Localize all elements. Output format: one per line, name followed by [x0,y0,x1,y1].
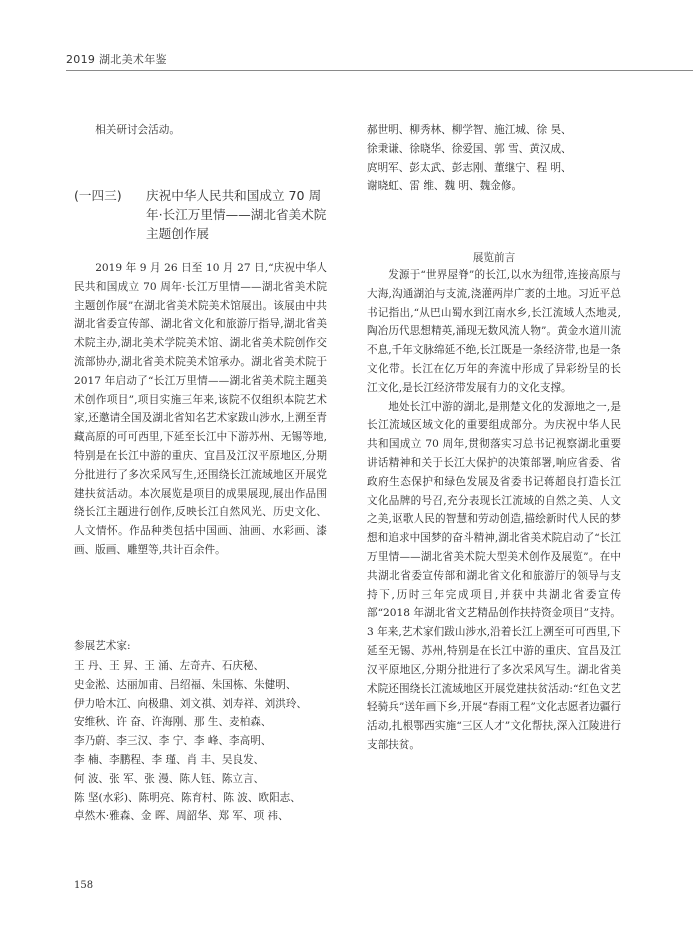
artists-line: 谢晓虹、雷 维、魏 明、魏金修。 [367,180,523,193]
preface-title: 展览前言 [472,252,516,264]
section-title: 庆祝中华人民共和国成立 70 周年·长江万里情——湖北省美术院主题创作展 [146,188,327,241]
artists-line: 王 丹、王 昇、王 涌、左奇卉、石庆秘、 [74,660,265,672]
page-header [0,0,693,74]
left-continued-text: 相关研讨会活动。 [95,124,180,136]
exhibition-description: 2019 年 9 月 26 日至 10 月 27 日,“庆祝中华人民共和国成立 70 周年·长江万里情——湖北省美术院主题创作展”在湖北省美术院美术馆展出。该展由中共湖北省委宣传部、湖北省文化和旅游厅指导,湖北省美术院主办,湖北美术学院美术馆、湖北省美术院创作交流部协办,湖北省美术院美术馆承办。湖北省美术院于 2017 年启动了“长江万里情——湖北省美术院主题美术创作项目”,项目实施三年来,该院不仅组织本院艺术家,还邀请全国及湖北省知名艺术家跋山涉水,上溯至青藏高原的可可西里,下延至长江中下游苏州、无锡等地,特别是在长江中游的重庆、宜昌及江汉平原地区,分期分批进行了多次采风写生,还围绕长江流域地区开展党建扶贫活动。本次展览是项目的成果展现,展出作品围绕长江主题进行创作,反映长江自然风光、历史文化、人文情怀。作品种类包括中国画、油画、水彩画、漆画、版画、雕塑等,共计百余件。 [74,262,331,556]
artists-line: 何 波、张 军、张 漫、陈人钰、陈立言、 [74,772,265,785]
preface-body [367,266,621,755]
artists-line: 李 楠、李鹏程、李 瑾、肖 丰、吴良发、 [74,753,265,766]
page-number: 158 [74,880,94,891]
artists-label: 参展艺术家: [74,640,131,652]
preface-paragraph-1: 发源于“世界屋脊”的长江,以水为纽带,连接高原与大海,沟通湖泊与支流,浇灌两岸广袤的土地。习近平总书记指出,“从巴山蜀水到江南水乡,长江流域人杰地灵,陶冶历代思想精英,涌现无数风流人物”。黄金水道川流不息,千年文脉绵延不绝,长江既是一条经济带,也是一条文化带。长江在亿万年的奔流中形成了异彩纷呈的长江文化,是长江经济带发展有力的文化支撑。 [367,269,621,394]
artists-line: 庹明军、彭太武、彭志刚、董继宁、程 明、 [367,161,572,174]
yearbook-title: 2019 湖北美术年鉴 [66,53,167,66]
section-number: (一四三) [74,188,122,203]
header-divider [66,70,693,71]
artists-list-left [74,657,327,826]
artists-line: 郝世明、柳秀林、柳学智、施江城、徐 昊、 [367,124,572,136]
artists-line: 卓然木·雅森、金 晖、周韶华、郑 军、项 祎、 [74,810,289,823]
artists-line: 史金淞、达丽加甫、吕绍福、朱国栋、朱健明、 [74,678,297,691]
left-body [74,259,331,560]
artists-list-right [367,121,621,196]
left-top-line [74,121,327,140]
preface-paragraph-2: 地处长江中游的湖北,是荆楚文化的发源地之一,是长江流域区域文化的重要组成部分。为庆祝中华人民共和国成立 70 周年,贯彻落实习总书记视察湖北重要讲话精神和关于长江大保护的决策部署,响应省委、省政府生态保护和绿色发展及省委书记蒋超良打造长江文化品牌的号召,充分表现长江流域的自然之美、人文之美,讴歌人民的智慧和劳动创造,描绘新时代人民的梦想和追求中国梦的奋斗精神,湖北省美术院启动了“长江万里情——湖北省美术院大型美术创作及展览”。在中共湖北省委宣传部和湖北省文化和旅游厅的领导与支持下,历时三年完成项目,并获中共湖北省委宣传部“2018 年湖北省文艺精品创作扶持资金项目”支持。3 年来,艺术家们跋山涉水,沿着长江上溯至可可西里,下延至无锡、苏州,特别是在长江中游的重庆、宜昌及江汉平原地区,分期分批进行了多次采风写生。湖北省美术院还围绕长江流域地区开展党建扶贫活动:“红色文艺轻骑兵”送年画下乡,开展“春雨工程”文化志愿者边疆行活动,扎根鄂西实施“三区人才”文化帮扶,深入江陵进行支部扶贫。 [367,400,621,751]
artists-line: 伊力哈木江、向极鼎、刘文祺、刘寿祥、刘洪玲、 [74,697,308,710]
section-heading [74,186,327,243]
artists-line: 徐秉谦、徐晓华、徐爱国、郭 雪、黄汉成、 [367,142,572,155]
artists-line: 李乃蔚、李三汉、李 宁、李 峰、李高明、 [74,735,272,748]
artists-line: 安维秋、许 奋、许海刚、那 生、麦柏森、 [74,716,272,729]
artists-line: 陈 坚(水彩)、陈明亮、陈育村、陈 波、欧阳志、 [74,791,301,804]
